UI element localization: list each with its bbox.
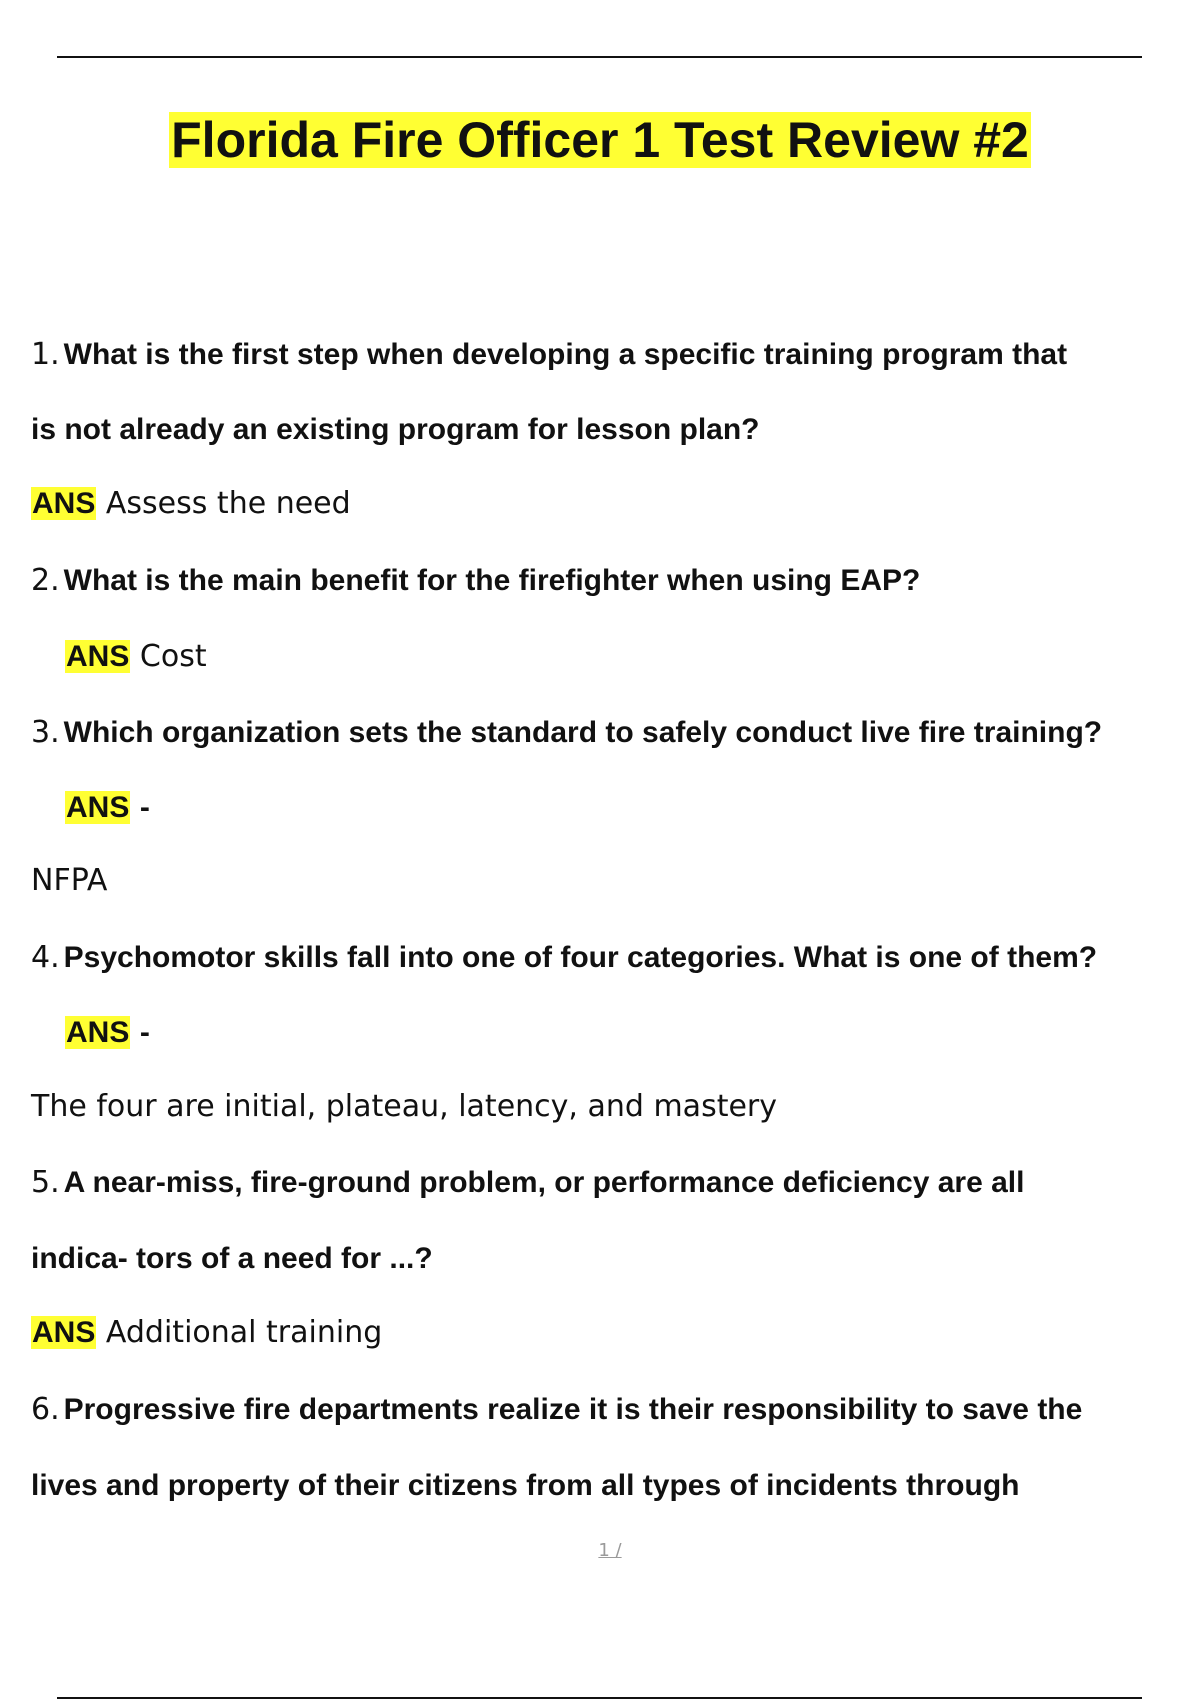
answer-2: ANS Cost bbox=[66, 639, 207, 674]
question-1-line-1: 1. What is the first step when developing a specific training program that bbox=[31, 337, 1068, 372]
answer-3: NFPA bbox=[31, 863, 108, 898]
question-number: 3. bbox=[31, 715, 60, 750]
ans-label: ANS bbox=[32, 487, 96, 520]
answer-4: The four are initial, plateau, latency, and mastery bbox=[31, 1089, 778, 1124]
question-5-line-2: indica- tors of a need for ...? bbox=[31, 1242, 433, 1275]
question-3: 3. Which organization sets the standard to safely conduct live fire training? bbox=[31, 715, 1103, 750]
question-5-line-1: 5. A near-miss, fire-ground problem, or performance deficiency are all bbox=[31, 1165, 1025, 1200]
top-rule bbox=[57, 56, 1142, 58]
question-number: 4. bbox=[31, 940, 60, 975]
bottom-rule bbox=[57, 1697, 1142, 1699]
question-6-line-2: lives and property of their citizens from all types of incidents through bbox=[31, 1469, 1020, 1502]
answer-4-label: ANS - bbox=[66, 1016, 150, 1049]
question-number: 2. bbox=[31, 563, 60, 598]
answer-3-label: ANS - bbox=[66, 791, 150, 824]
answer-5: ANS Additional training bbox=[32, 1315, 383, 1350]
ans-label: ANS bbox=[66, 791, 130, 824]
question-number: 6. bbox=[31, 1392, 60, 1427]
question-1-line-2: is not already an existing program for lesson plan? bbox=[31, 413, 760, 446]
page-number: 1 / bbox=[598, 1540, 622, 1561]
question-6-line-1: 6. Progressive fire departments realize it is their responsibility to save the bbox=[31, 1392, 1083, 1427]
document-title: Florida Fire Officer 1 Test Review #2 bbox=[171, 112, 1029, 168]
question-4: 4. Psychomotor skills fall into one of four categories. What is one of them? bbox=[31, 940, 1098, 975]
question-number: 1. bbox=[31, 337, 60, 372]
ans-label: ANS bbox=[32, 1316, 96, 1349]
ans-label: ANS bbox=[66, 1016, 130, 1049]
question-number: 5. bbox=[31, 1165, 60, 1200]
ans-label: ANS bbox=[66, 640, 130, 673]
answer-1: ANS Assess the need bbox=[32, 486, 351, 521]
question-2: 2. What is the main benefit for the firefighter when using EAP? bbox=[31, 563, 921, 598]
